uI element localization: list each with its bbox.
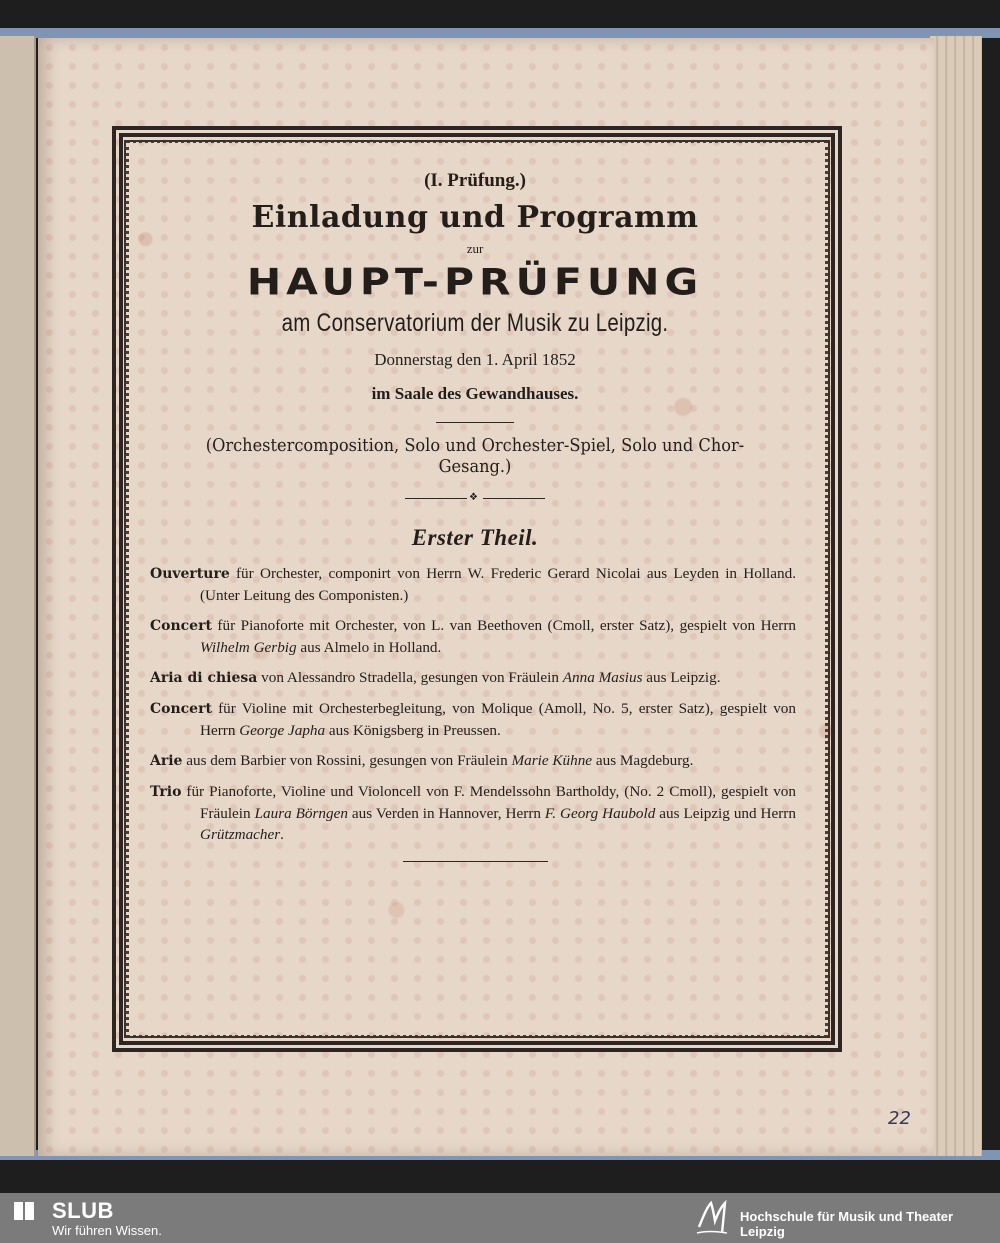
programme-item-title: Ouverture xyxy=(150,566,230,582)
institution-name[interactable]: Hochschule für Musik und Theater Leipzig xyxy=(740,1209,954,1239)
invitation-heading: Einladung und Programm xyxy=(251,200,699,235)
programme-item-text: aus Magdeburg. xyxy=(592,752,694,769)
programme-item-text: für Orchester, componirt von Herrn W. Frederic Gerard Nicolai aus Leyden in Holland. (Unter Leitung des Componisten.) xyxy=(200,565,796,604)
programme-item-title: Concert xyxy=(150,618,212,634)
programme-item-title: Trio xyxy=(150,784,182,800)
footer-bar xyxy=(0,1193,1000,1243)
pruefung-number: (I. Prüfung.) xyxy=(424,170,526,191)
programme-item-title: Arie xyxy=(150,753,183,769)
programme-item-text: für Pianoforte, Violine und Violoncell von F. Mendelssohn Bartholdy, (No. 2 Cmoll), gespielt von Fräulein xyxy=(181,783,796,822)
programme-item-text: für Violine mit Orchesterbegleitung, von Molique (Amoll, No. 5, erster Satz), gespielt von Herrn xyxy=(200,700,796,739)
programme-item xyxy=(150,698,800,741)
programme-item-text: aus Verden in Hannover, Herrn xyxy=(347,805,545,822)
programme-item-text: . xyxy=(280,826,284,843)
performer-name: F. Georg Haubold xyxy=(544,805,656,822)
programme-item-text: aus Almelo in Holland. xyxy=(296,639,442,656)
performer-name: Marie Kühne xyxy=(511,752,593,769)
programme-item-text: für Pianoforte mit Orchester, von L. van Beethoven (Cmoll, erster Satz), gespielt von Herrn xyxy=(211,617,796,634)
page-title: HAUPT-PRÜFUNG xyxy=(246,260,704,304)
zur-text: zur xyxy=(466,241,484,256)
programme-item-title: Aria di chiesa xyxy=(150,670,258,686)
programme-item-text: aus dem Barbier von Rossini, gesungen von Fräulein xyxy=(182,752,512,769)
performer-name: Grützmacher xyxy=(200,826,281,843)
slub-logo-icon[interactable] xyxy=(14,1200,36,1222)
section-heading: Erster Theil. xyxy=(411,525,539,550)
event-date: Donnerstag den 1. April 1852 xyxy=(374,350,576,369)
programme-content xyxy=(150,168,800,862)
ornament-divider: ❖ xyxy=(405,493,545,503)
programme-item-text: aus Königsberg in Preussen. xyxy=(325,722,501,739)
slub-name[interactable]: SLUB xyxy=(52,1198,114,1223)
performer-name: George Japha xyxy=(239,722,326,739)
genre-line: (Orchestercomposition, Solo und Orchester-Spiel, Solo und Chor-Gesang.) xyxy=(205,435,745,477)
book-edge-right xyxy=(928,36,982,1156)
cover-edge-top xyxy=(0,28,1000,38)
performer-name: Laura Börngen xyxy=(254,805,348,822)
divider-rule xyxy=(436,422,514,423)
event-venue: im Saale des Gewandhauses. xyxy=(371,384,579,403)
end-rule xyxy=(403,861,548,862)
programme-item xyxy=(150,667,800,689)
performer-name: Anna Masius xyxy=(562,669,643,686)
programme-item-text: von Alessandro Stradella, gesungen von Fräulein xyxy=(257,669,563,686)
programme-item xyxy=(150,615,800,658)
page-number: 22 xyxy=(888,1108,911,1129)
hmt-logo-icon[interactable] xyxy=(693,1197,731,1239)
programme-item xyxy=(150,781,800,845)
programme-item xyxy=(150,563,800,606)
programme-list xyxy=(150,563,800,845)
programme-item xyxy=(150,750,800,772)
book-edge-left xyxy=(0,36,36,1156)
conservatorium-line: am Conservatorium der Musik zu Leipzig. xyxy=(281,309,669,337)
slub-claim: Wir führen Wissen. xyxy=(52,1223,162,1238)
programme-item-text: aus Leipzig und Herrn xyxy=(655,805,796,822)
performer-name: Wilhelm Gerbig xyxy=(200,639,297,656)
programme-item-text: aus Leipzig. xyxy=(642,669,721,686)
programme-item-title: Concert xyxy=(150,701,212,717)
